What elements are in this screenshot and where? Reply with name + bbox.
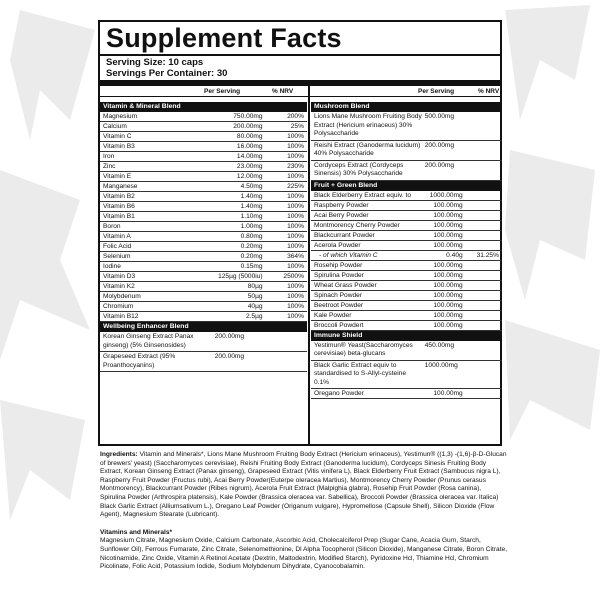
- nutrient-name: Acerola Powder: [314, 241, 361, 249]
- nrv-percent: [466, 211, 502, 220]
- amount-per-serving: 200.00mg: [424, 161, 455, 169]
- nutrient-name: Folic Acid: [103, 243, 132, 250]
- nrv-percent: 2500%: [283, 273, 304, 280]
- amount-per-serving: 500.00mg: [424, 113, 455, 120]
- nrv-percent: [466, 142, 502, 159]
- nutrient-name: Oregano Powder: [314, 390, 364, 397]
- amount-per-serving: 100.00mg: [433, 221, 463, 229]
- nutrient-name: Lions Mane Mushroom Fruiting Body Extract (Hericium erinaceus) 30% Polysaccharide: [314, 113, 422, 137]
- amount-per-serving: 100.00mg: [433, 261, 463, 269]
- vitamins-minerals-label: Vitamins and Minerals*: [100, 528, 173, 536]
- amount-per-serving: 0.20mg: [240, 243, 263, 250]
- nutrient-row: [100, 232, 307, 242]
- nutrient-name: Vitamin B12: [103, 313, 139, 320]
- nrv-percent: 100%: [287, 213, 304, 220]
- nrv-percent: 100%: [287, 293, 304, 300]
- nutrient-row: [311, 191, 502, 201]
- nrv-percent: 100%: [287, 263, 304, 270]
- nrv-percent: [466, 291, 502, 300]
- amount-per-serving: 100.00mg: [433, 231, 463, 239]
- nutrient-name: Vitamin A: [103, 233, 131, 240]
- nutrient-row: [100, 182, 307, 192]
- nrv-percent: 25%: [290, 123, 304, 130]
- right-header-per-serving: Per Serving: [418, 88, 455, 95]
- amount-per-serving: 100.00mg: [433, 201, 463, 209]
- nutrient-name: Iodine: [103, 263, 121, 270]
- nrv-percent: 100%: [287, 313, 304, 320]
- section-header: Fruit + Green Blend: [311, 181, 502, 191]
- amount-per-serving: 450.00mg: [424, 341, 455, 349]
- amount-per-serving: 1000.00mg: [429, 191, 463, 199]
- amount-per-serving: 100.00mg: [433, 301, 463, 309]
- nutrient-row: [100, 222, 307, 232]
- amount-per-serving: 100.00mg: [433, 291, 463, 299]
- amount-per-serving: 2.5µg: [245, 313, 263, 320]
- amount-per-serving: 14.00mg: [236, 153, 263, 160]
- nutrient-row: [311, 301, 502, 311]
- servings-per-container: Servings Per Container: 30: [106, 68, 228, 79]
- nrv-percent: 230%: [287, 163, 304, 170]
- ingredients-text: Vitamin and Minerals*, Lions Mane Mushroom Fruiting Body Extract (Hericium erinaceus), Yestimun® ((1,3) -(1,6)-β-D-Glucan of brewers' yeast) (Saccharomyces cerevisiae), Reishi Fruiting Body Extract (Ganoderma lucidum), Cordyceps Sinesis Fruiting Body Extract, Korean Ginseng Extract (Panax ginseng), Grapeseed Extract (Vitis vinifera L), Black Elderberry Fruit Extract (Sambucus nigra L), Raspberry Fruit Powder (Fructus rubi), Acai Berry Powder(Euterpe oleracea Martius), Montmorency Cherry Powder (Prunus cerasus Montmorency), Blackcurrant Powder (Ribes nigrum), Acerola Fruit Extract (Malpighia glabra), Rosehip Fruit Powder (Rosa canina), Spirulina Powder (Arthrospira platensis), Kale Powder (Brassica oleracea var. Sabellica), Broccoli Powder (Brassica oleracea var. Italica) Black Garlic Extract (Alliumsativum L.), Oregano Leaf Powder (Origanum vulgare), Hypromellose (Capsule Shell), Silicon Dioxide (Flow Agent), Magnesium Stearate (Lubricant).: [100, 451, 507, 519]
- nutrient-row: [100, 142, 307, 152]
- nutrient-name: Selenium: [103, 253, 131, 260]
- amount-per-serving: 80.00mg: [236, 133, 263, 140]
- amount-per-serving: 16.00mg: [236, 143, 263, 150]
- nutrient-name: Vitamin C: [103, 133, 132, 140]
- nutrient-row: [100, 302, 307, 312]
- nutrient-row: [311, 261, 502, 271]
- amount-per-serving: 1000.00mg: [424, 361, 458, 369]
- amount-per-serving: 100.00mg: [433, 281, 463, 289]
- amount-per-serving: 1.40mg: [240, 193, 263, 200]
- column-divider: [308, 80, 310, 446]
- nutrient-name: Kale Powder: [314, 311, 352, 319]
- nutrient-name: Acai Berry Powder: [314, 211, 369, 219]
- nrv-percent: [466, 271, 502, 280]
- nutrient-row: [100, 212, 307, 222]
- nutrient-row: [100, 122, 307, 132]
- nutrient-row: [311, 281, 502, 291]
- nutrient-row: [100, 152, 307, 162]
- right-header-nrv: % NRV: [478, 88, 500, 95]
- nrv-percent: [466, 201, 502, 210]
- nutrient-name: Boron: [103, 223, 121, 230]
- nrv-percent: [266, 353, 307, 370]
- nrv-percent: 100%: [287, 153, 304, 160]
- nutrient-name: Black Elderberry Extract equiv. to: [314, 191, 411, 199]
- ingredients-block: [100, 451, 508, 581]
- nutrient-name: Reishi Extract (Ganoderma lucidum) 40% Polysaccharide: [314, 141, 421, 157]
- nutrient-row: [311, 341, 502, 361]
- nrv-percent: [466, 221, 502, 230]
- right-column: [311, 102, 502, 399]
- nrv-percent: 364%: [287, 253, 304, 260]
- nutrient-row: [311, 141, 502, 161]
- section-header: Vitamin & Mineral Blend: [100, 102, 307, 112]
- divider-thick: [100, 80, 500, 86]
- nutrient-name: Rosehip Powder: [314, 261, 363, 269]
- amount-per-serving: 1.10mg: [240, 213, 263, 220]
- nutrient-row: [100, 282, 307, 292]
- nutrient-name: Vitamin D3: [103, 273, 136, 280]
- left-header-nrv: % NRV: [272, 88, 294, 95]
- nutrient-name: Cordyceps Extract (Cordyceps Sinensis) 30% Polysaccharide: [314, 161, 404, 177]
- nutrient-row: [100, 332, 307, 352]
- nutrient-row: [100, 112, 307, 122]
- nrv-percent: 31.25%: [476, 251, 499, 259]
- nutrient-name: Yestimun® Yeast(Saccharomyces cerevisiae) beta-glucans: [314, 341, 413, 357]
- nutrient-name: Magnesium: [103, 113, 138, 120]
- nutrient-name: Spinach Powder: [314, 291, 363, 299]
- nutrient-name: Grapeseed Extract (95% Proanthocyanins): [103, 353, 176, 369]
- supplement-facts-panel: [98, 20, 502, 446]
- nutrient-name: Broccoli Powdert: [314, 321, 364, 329]
- nutrient-row: [100, 292, 307, 302]
- nrv-percent: [466, 261, 502, 270]
- nrv-percent: 100%: [287, 173, 304, 180]
- amount-per-serving: 0.80mg: [240, 233, 263, 240]
- amount-per-serving: 100.00mg: [433, 211, 463, 219]
- amount-per-serving: 0.15mg: [240, 263, 263, 270]
- nrv-percent: 100%: [287, 203, 304, 210]
- amount-per-serving: 100.00mg: [433, 321, 463, 329]
- nutrient-name: Manganese: [103, 183, 138, 190]
- amount-per-serving: 50µg: [247, 293, 263, 300]
- amount-per-serving: 100.00mg: [433, 241, 463, 249]
- nutrient-row: [311, 271, 502, 281]
- amount-per-serving: 200.00mg: [214, 333, 245, 340]
- nrv-percent: [466, 311, 502, 320]
- divider: [100, 54, 500, 56]
- amount-per-serving: 100.00mg: [433, 271, 463, 279]
- nutrient-name: Black Garlic Extract equiv to standardised to S-Allyl-cysteine 0.1%: [314, 361, 406, 386]
- nrv-percent: [266, 333, 307, 350]
- nutrient-name: Zinc: [103, 163, 116, 170]
- amount-per-serving: 125µg (5000iu): [218, 273, 263, 280]
- nutrient-row: [311, 251, 502, 261]
- nutrient-row: [100, 162, 307, 172]
- nrv-percent: 100%: [287, 243, 304, 250]
- nrv-percent: [466, 389, 502, 398]
- amount-per-serving: 100.00mg: [433, 390, 463, 397]
- vitamins-minerals-text: Magnesium Citrate, Magnesium Oxide, Calcium Carbonate, Ascorbic Acid, Cholecalciferol Prep (Sugar Cane, Acacia Gum, Starch, Sunflower Oil), Ferrous Fumarate, Zinc Citrate, Selenomethionine, Dl Alpha Tocopherol (Silicon Dioxide), Manganese Citrate, Boron Citrate, Nicotinamide, Zinc Oxide, Vitamin A Retinol Acetate (Dextrin, Maltodextrin, Modified Starch), Pyridoxine Hcl, Thiamine Hcl, Chromium Picolinate, Folic Acid, Potassium Iodide, Sodium Molybdenum Dihydrate, Cyanocobalamin.: [100, 537, 508, 571]
- amount-per-serving: 200.00mg: [214, 353, 245, 360]
- nrv-percent: [466, 113, 502, 139]
- nrv-percent: 100%: [287, 133, 304, 140]
- nutrient-name: - of which Vitamin C: [319, 251, 378, 259]
- section-header: Mushroom Blend: [311, 102, 502, 112]
- nutrient-row: [100, 202, 307, 212]
- nutrient-name: Montmorency Cherry Powder: [314, 221, 400, 229]
- nrv-percent: 100%: [287, 303, 304, 310]
- nutrient-name: Vitamin B2: [103, 193, 135, 200]
- nutrient-row: [311, 361, 502, 390]
- left-header-per-serving: Per Serving: [204, 88, 241, 95]
- nrv-percent: 100%: [287, 283, 304, 290]
- amount-per-serving: 0.40g: [446, 251, 463, 259]
- nutrient-row: [100, 352, 307, 372]
- nutrient-row: [311, 201, 502, 211]
- nutrient-row: [311, 231, 502, 241]
- section-header: Wellbeing Enhancer Blend: [100, 322, 307, 332]
- nutrient-row: [311, 211, 502, 221]
- nutrient-name: Blackcurrant Powder: [314, 231, 375, 239]
- amount-per-serving: 23.00mg: [236, 163, 263, 170]
- nutrient-name: Beetroot Powder: [314, 301, 364, 309]
- nrv-percent: 200%: [287, 113, 304, 120]
- nutrient-row: [311, 112, 502, 141]
- nutrient-row: [100, 312, 307, 322]
- nutrient-name: Korean Ginseng Extract Panax ginseng) (5% Ginsenosides): [103, 333, 194, 349]
- nutrient-name: Spirulina Powder: [314, 271, 364, 279]
- nrv-percent: [466, 301, 502, 310]
- nrv-percent: [466, 191, 502, 200]
- nutrient-row: [311, 291, 502, 301]
- nutrient-row: [100, 132, 307, 142]
- nutrient-name: Vitamin B3: [103, 143, 135, 150]
- amount-per-serving: 200.00mg: [233, 123, 263, 130]
- divider: [100, 96, 500, 97]
- nrv-percent: [466, 241, 502, 250]
- nutrient-row: [100, 172, 307, 182]
- left-column: [100, 102, 307, 372]
- amount-per-serving: 1.00mg: [240, 223, 263, 230]
- nutrient-name: Vitamin K2: [103, 283, 135, 290]
- nutrient-name: Vitamin B1: [103, 213, 135, 220]
- nutrient-row: [100, 252, 307, 262]
- nrv-percent: [466, 342, 502, 359]
- nutrient-name: Iron: [103, 153, 115, 160]
- nrv-percent: 225%: [287, 183, 304, 190]
- nutrient-row: [311, 389, 502, 399]
- amount-per-serving: 750.00mg: [233, 113, 263, 120]
- nutrient-row: [311, 221, 502, 231]
- amount-per-serving: 100.00mg: [433, 311, 463, 319]
- nutrient-row: [100, 192, 307, 202]
- nutrient-name: Raspberry Powder: [314, 201, 369, 209]
- nrv-percent: [466, 162, 502, 179]
- nrv-percent: 100%: [287, 233, 304, 240]
- amount-per-serving: 1.40mg: [240, 203, 263, 210]
- amount-per-serving: 80µg: [247, 283, 263, 290]
- nutrient-name: Molybdenum: [103, 293, 141, 300]
- nutrient-name: Vitamin E: [103, 173, 132, 180]
- nutrient-name: Chromium: [103, 303, 134, 310]
- ingredients-label: Ingredients:: [100, 451, 138, 458]
- nrv-percent: 100%: [287, 143, 304, 150]
- nutrient-row: [311, 321, 502, 331]
- amount-per-serving: 12.00mg: [236, 173, 263, 180]
- nutrient-row: [100, 262, 307, 272]
- amount-per-serving: 0.20mg: [240, 253, 263, 260]
- nrv-percent: [466, 231, 502, 240]
- nutrient-row: [100, 242, 307, 252]
- nrv-percent: [466, 362, 502, 388]
- nutrient-row: [311, 311, 502, 321]
- nrv-percent: [466, 321, 502, 330]
- serving-size: Serving Size: 10 caps: [106, 57, 204, 68]
- section-header: Immune Shield: [311, 331, 502, 341]
- amount-per-serving: 4.50mg: [240, 183, 263, 190]
- amount-per-serving: 200.00mg: [424, 141, 455, 149]
- nrv-percent: 100%: [287, 223, 304, 230]
- nutrient-row: [100, 272, 307, 282]
- nutrient-name: Vitamin B6: [103, 203, 135, 210]
- panel-title: Supplement Facts: [106, 23, 342, 53]
- nrv-percent: 100%: [287, 193, 304, 200]
- nutrient-name: Calcium: [103, 123, 127, 130]
- nutrient-name: Wheat Grass Powder: [314, 281, 377, 289]
- amount-per-serving: 40µg: [247, 303, 263, 310]
- nutrient-row: [311, 161, 502, 181]
- nutrient-row: [311, 241, 502, 251]
- nrv-percent: [466, 281, 502, 290]
